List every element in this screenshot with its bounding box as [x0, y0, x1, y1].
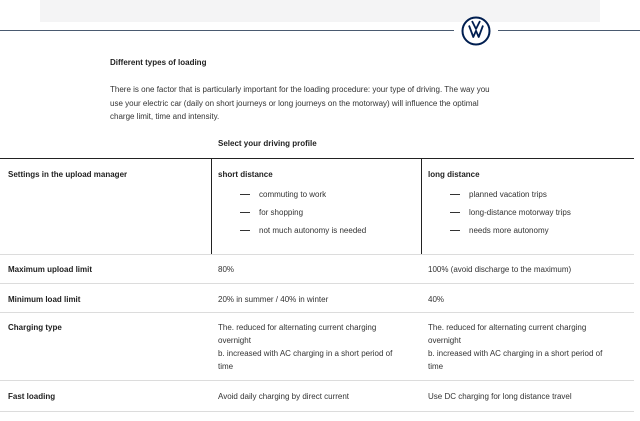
dash-icon — [240, 194, 250, 195]
row-value-short: Avoid daily charging by direct current — [218, 392, 350, 401]
list-item: for shopping — [240, 203, 420, 221]
intro-line: use your electric car (daily on short journeys or long journeys on the motorway) will influence the optimal — [110, 98, 479, 108]
row-value-short: 20% in summer / 40% in winter — [218, 295, 329, 304]
long-distance-column[interactable] — [428, 168, 624, 235]
row-value-long: 40% — [428, 295, 445, 304]
top-banner-strip — [40, 0, 600, 22]
text-line: time — [428, 362, 444, 371]
short-distance-bullets — [240, 185, 420, 239]
row-value-long: 100% (avoid discharge to the maximum) — [428, 265, 572, 274]
section-title: Different types of loading — [110, 58, 207, 67]
text-line: overnight — [218, 336, 251, 345]
list-item: commuting to work — [240, 185, 420, 203]
header-rule-right — [498, 30, 640, 31]
row-label: Charging type — [8, 323, 62, 332]
list-item: needs more autonomy — [450, 221, 630, 239]
table-row — [0, 284, 634, 313]
list-item: not much autonomy is needed — [240, 221, 420, 239]
row-label: Maximum upload limit — [8, 265, 93, 274]
driving-profile-title: Select your driving profile — [218, 139, 317, 148]
vw-logo[interactable] — [461, 16, 491, 46]
intro-line: charge limit, time and intensity. — [110, 112, 220, 121]
long-distance-title: long distance — [428, 170, 480, 179]
settings-table — [0, 158, 634, 412]
dash-icon — [450, 212, 460, 213]
text-line: overnight — [428, 336, 461, 345]
table-row — [0, 254, 634, 284]
header-rule-left — [0, 30, 454, 31]
dash-icon — [240, 212, 250, 213]
list-item: long-distance motorway trips — [450, 203, 630, 221]
list-item: planned vacation trips — [450, 185, 630, 203]
row-value-short — [218, 321, 414, 373]
short-distance-title: short distance — [218, 170, 273, 179]
intro-paragraph — [110, 83, 530, 124]
settings-column-header: Settings in the upload manager — [8, 170, 128, 179]
text-line: The. reduced for alternating current charging — [428, 323, 587, 332]
table-header-row — [0, 159, 634, 255]
row-value-short: 80% — [218, 265, 235, 274]
row-value-long — [428, 321, 624, 373]
row-label: Minimum load limit — [8, 295, 81, 304]
table-row — [0, 313, 634, 381]
text-line: b. increased with AC charging in a short period of — [428, 349, 603, 358]
intro-line: There is one factor that is particularly important for the loading procedure: your type of driving. The way you — [110, 85, 490, 94]
table-row — [0, 381, 634, 412]
dash-icon — [450, 194, 460, 195]
text-line: time — [218, 362, 234, 371]
row-label: Fast loading — [8, 392, 56, 401]
text-line: b. increased with AC charging in a short period of — [218, 349, 393, 358]
row-value-long: Use DC charging for long distance travel — [428, 392, 572, 401]
text-line: The. reduced for alternating current charging — [218, 323, 377, 332]
dash-icon — [240, 230, 250, 231]
short-distance-column[interactable] — [218, 168, 414, 235]
long-distance-bullets — [450, 185, 630, 239]
dash-icon — [450, 230, 460, 231]
